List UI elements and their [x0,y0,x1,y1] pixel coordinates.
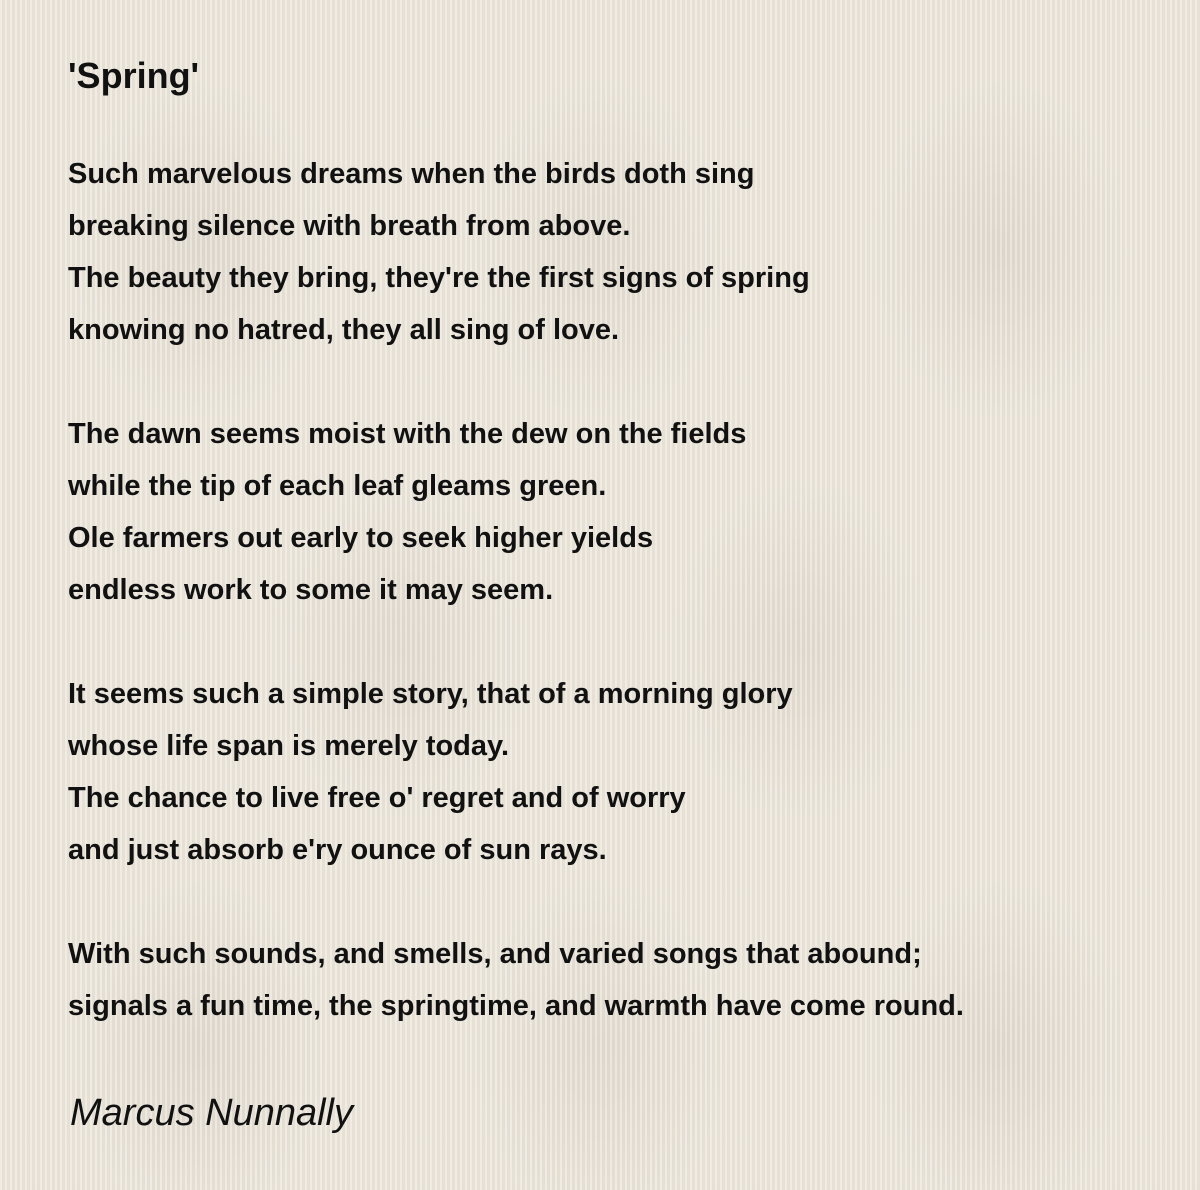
poem-line: breaking silence with breath from above. [68,210,631,242]
poem-line: It seems such a simple story, that of a morning glory [68,678,793,710]
stanza-1 [68,148,1168,356]
stanza-2 [68,408,1168,616]
poem-line: The chance to live free o' regret and of worry [68,782,686,814]
poem-line: endless work to some it may seem. [68,574,554,606]
poem-line: knowing no hatred, they all sing of love. [68,314,620,346]
poem-line: Such marvelous dreams when the birds doth sing [68,158,755,190]
stanza-4 [68,928,1168,1032]
poem-title: 'Spring' [68,55,200,96]
poem-author: Marcus Nunnally [70,1092,353,1134]
poem-line: Ole farmers out early to seek higher yields [68,522,654,554]
poem-line: and just absorb e'ry ounce of sun rays. [68,834,607,866]
poem-line: while the tip of each leaf gleams green. [68,470,607,502]
poem-line: whose life span is merely today. [68,730,510,762]
poem-line: With such sounds, and smells, and varied songs that abound; [68,938,922,970]
poem-line: signals a fun time, the springtime, and warmth have come round. [68,990,964,1022]
poem-body [68,148,1168,1084]
stanza-3 [68,668,1168,876]
poem-line: The dawn seems moist with the dew on the fields [68,418,747,450]
poem-line: The beauty they bring, they're the first signs of spring [68,262,810,294]
